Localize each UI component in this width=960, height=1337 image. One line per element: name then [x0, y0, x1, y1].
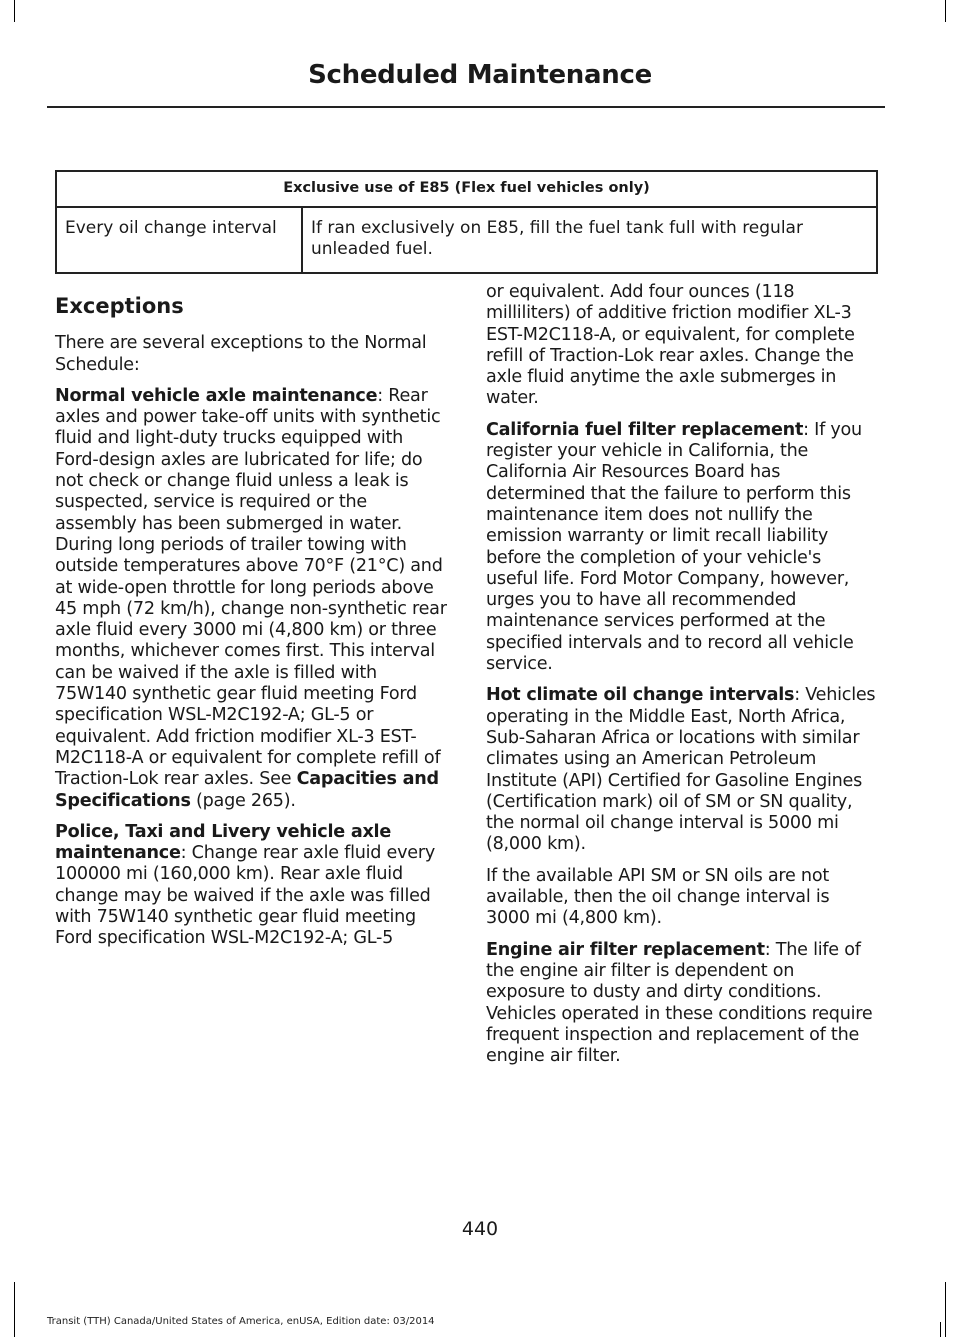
paragraph-air-filter — [486, 940, 878, 1068]
footer-edition: Transit (TTH) Canada/United States of America, enUSA, Edition date: 03/2014 — [47, 1316, 435, 1327]
page-title: Scheduled Maintenance — [308, 60, 652, 90]
police-axle-continuation: or equivalent. Add four ounces (118 milliliters) of additive friction modifier XL-3 EST-M2C118-A, or equivalent, for complete refill of Traction-Lok rear axles. Change the axle fluid anytime the axle submerges in water. — [486, 282, 855, 409]
table-header: Exclusive use of E85 (Flex fuel vehicles only) — [56, 171, 877, 207]
paragraph-california — [486, 420, 878, 676]
table-row — [56, 207, 877, 273]
table-header-row — [56, 171, 877, 207]
crop-mark-bottom-tick — [940, 1322, 941, 1337]
crop-mark-bottom-right — [945, 1282, 946, 1337]
header-divider — [47, 106, 885, 108]
crop-mark-bottom-left — [14, 1282, 15, 1337]
paragraph-police-axle — [55, 822, 447, 950]
section-heading-exceptions: Exceptions — [55, 294, 184, 318]
police-axle-body: : Change rear axle fluid every 100000 mi (160,000 km). Rear axle fluid change may be waived if the axle was filled with 75W140 synthetic gear fluid meeting Ford specification WSL-M2C192-A; GL-5 — [55, 843, 435, 949]
police-axle-title: Police, Taxi and Livery vehicle axle maintenance — [55, 821, 392, 864]
air-filter-title: Engine air filter replacement — [486, 939, 765, 960]
exceptions-intro: There are several exceptions to the Normal Schedule: — [55, 333, 427, 375]
table-cell-action: If ran exclusively on E85, fill the fuel tank full with regular unleaded fuel. — [302, 207, 877, 273]
normal-axle-title: Normal vehicle axle maintenance — [55, 385, 378, 406]
air-filter-body: : The life of the engine air filter is dependent on exposure to dusty and dirty conditions. Vehicles operated in these conditions require frequent inspection and replacement of the engine air filter. — [486, 939, 873, 1067]
table-cell-interval: Every oil change interval — [56, 207, 302, 273]
page-number: 440 — [461, 1218, 499, 1240]
hot-climate-title: Hot climate oil change intervals — [486, 685, 795, 706]
e85-maintenance-table — [55, 170, 878, 274]
capacities-link[interactable]: Capacities and Specifications — [55, 769, 439, 811]
left-column — [55, 296, 447, 960]
right-column — [486, 282, 878, 1077]
paragraph-hot-climate — [486, 685, 878, 855]
hot-climate-extra: If the available API SM or SN oils are not available, then the oil change interval is 3000 mi (4,800 km). — [486, 865, 830, 929]
california-title: California fuel filter replacement — [486, 419, 804, 440]
normal-axle-body: : Rear axles and power take-off units with synthetic fluid and light-duty trucks equipped with Ford-design axles are lubricated for life; do not check or change fluid unless a leak is suspected, service is required or the assembly has been submerged in water. During long periods of trailer towing with outside temperatures above 70°F (21°C) and at wide-open throttle for long periods above 45 mph (72 km/h), change non-synthetic rear axle fluid every 3000 mi (4,800 km) or three months, whichever comes first. This interval can be waived if the axle is filled with 75W140 synthetic gear fluid meeting Ford specification WSL-M2C192-A; GL-5 or equivalent. Add friction modifier XL-3 EST-M2C118-A or equivalent for complete refill of Traction-Lok rear axles. See — [55, 385, 447, 790]
crop-mark-top-right — [945, 0, 946, 22]
paragraph-normal-axle — [55, 386, 447, 812]
california-body: : If you register your vehicle in California, the California Air Resources Board has determined that the failure to perform this maintenance item does not nullify the emission warranty or limit recall liability before the completion of your vehicle's useful life. Ford Motor Company, however, urges you to have all recommended maintenance services performed at the specified intervals and to record all vehicle service. — [486, 419, 862, 675]
hot-climate-body: : Vehicles operating in the Middle East, North Africa, Sub-Saharan Africa or locations with similar climates using an American Petroleum Institute (API) Certified for Gasoline Engines (Certification mark) oil of SM or SN quality, the normal oil change interval is 5000 mi (8,000 km). — [486, 685, 876, 855]
crop-mark-top-left — [14, 0, 15, 22]
capacities-link-page: (page 265). — [190, 790, 296, 811]
